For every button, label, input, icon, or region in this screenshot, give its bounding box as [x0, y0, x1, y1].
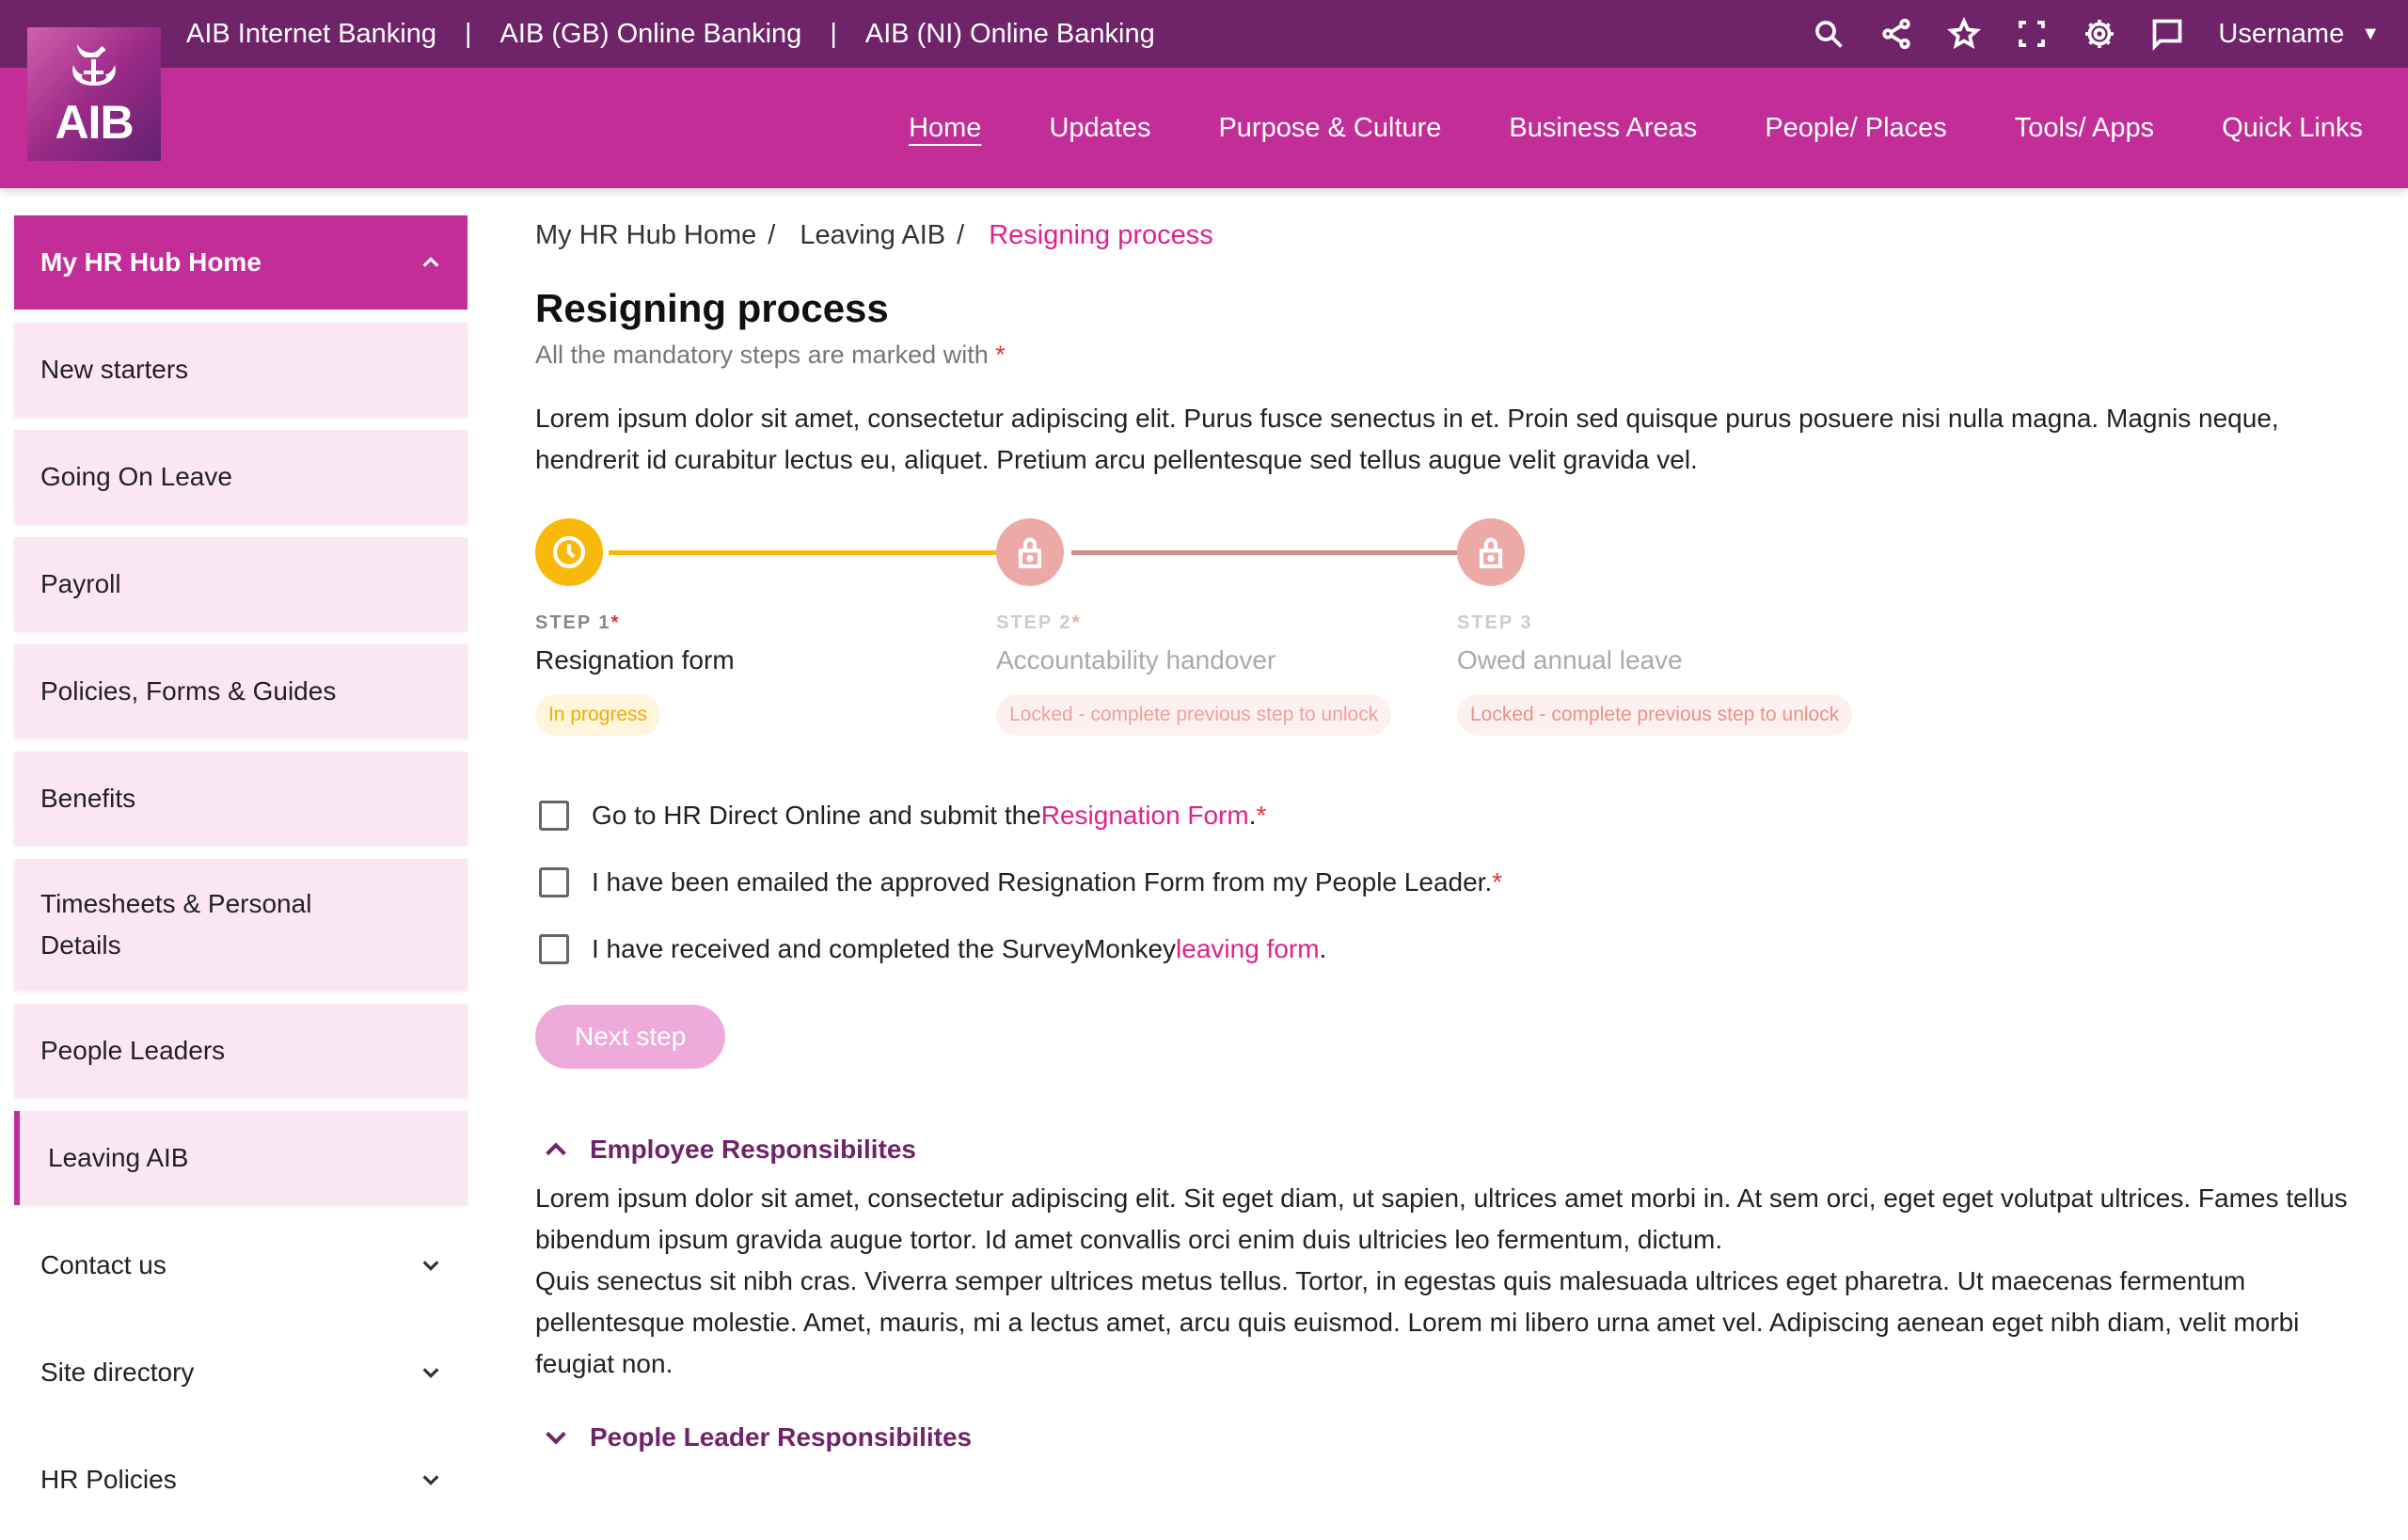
- checklist-item: [535, 915, 2360, 982]
- breadcrumb-sep: /: [957, 219, 965, 250]
- resignation-form-link[interactable]: Resignation Form: [1040, 800, 1249, 830]
- top-link-ni-banking[interactable]: AIB (NI) Online Banking: [864, 18, 1155, 49]
- step-title: Accountability handover: [996, 645, 1276, 675]
- top-link-internet-banking[interactable]: AIB Internet Banking: [186, 18, 436, 49]
- separator: |: [465, 18, 472, 49]
- lock-icon: [1457, 518, 1525, 586]
- sidebar-item-label: HR Policies: [40, 1465, 177, 1494]
- checkbox[interactable]: [539, 934, 569, 964]
- chevron-up-icon: [543, 1136, 569, 1163]
- search-icon[interactable]: [1812, 17, 1846, 51]
- caret-down-icon: ▼: [2361, 23, 2380, 44]
- step-1[interactable]: [535, 518, 996, 736]
- step-3: [1457, 518, 1918, 736]
- breadcrumb-home[interactable]: My HR Hub Home: [535, 219, 757, 250]
- sidebar: [14, 215, 467, 1540]
- chevron-down-icon: [543, 1424, 569, 1451]
- fullscreen-icon[interactable]: [2015, 17, 2049, 51]
- chevron-down-icon: [420, 1362, 441, 1383]
- sidebar-item-label: Payroll: [40, 569, 121, 598]
- checkbox[interactable]: [539, 867, 569, 897]
- stepper: [535, 518, 2360, 763]
- leaving-form-link[interactable]: leaving form: [1176, 933, 1320, 963]
- sidebar-item-benefits[interactable]: [14, 752, 467, 846]
- sidebar-item-label: Policies, Forms & Guides: [40, 676, 337, 706]
- status-badge: Locked - complete previous step to unlock: [1457, 694, 1852, 736]
- sidebar-item-people-leaders[interactable]: [14, 1004, 467, 1098]
- sidebar-item-timesheets[interactable]: [14, 859, 467, 991]
- step-title: Owed annual leave: [1457, 645, 1683, 675]
- user-menu[interactable]: [2218, 19, 2380, 50]
- check-text: .: [1248, 800, 1257, 830]
- accordion-title: People Leader Responsibilites: [590, 1422, 973, 1452]
- sidebar-item-new-starters[interactable]: [14, 323, 467, 417]
- breadcrumb-current: Resigning process: [989, 219, 1213, 250]
- sidebar-item-label: Benefits: [40, 784, 136, 813]
- sidebar-item-site-directory[interactable]: [14, 1326, 467, 1420]
- nav-people-places[interactable]: People/ Places: [1765, 112, 1947, 143]
- lock-icon: [996, 518, 1064, 586]
- breadcrumb-sep: /: [768, 219, 776, 250]
- main-nav: [909, 68, 2363, 188]
- checkbox[interactable]: [539, 801, 569, 831]
- sidebar-item-payroll[interactable]: [14, 537, 467, 631]
- clock-icon: [535, 518, 603, 586]
- breadcrumb-leaving[interactable]: Leaving AIB: [800, 219, 946, 250]
- share-icon[interactable]: [1879, 17, 1913, 51]
- ark-logo-icon: [66, 39, 122, 95]
- chevron-up-icon: [420, 252, 441, 273]
- sidebar-item-going-on-leave[interactable]: [14, 430, 467, 524]
- sidebar-item-contact-us[interactable]: [14, 1218, 467, 1312]
- check-text: I have been emailed the approved Resignation Form from my People Leader.: [592, 866, 1493, 897]
- required-marker: *: [1492, 866, 1503, 897]
- next-step-button[interactable]: Next step: [535, 1005, 725, 1069]
- page-subtitle: [535, 341, 2360, 370]
- step-title: Resignation form: [535, 645, 735, 675]
- check-text: I have received and completed the SurveyMonkey: [592, 933, 1177, 963]
- accordion-body: Quis senectus sit nibh cras. Viverra semper ultrices metus tellus. Tortor, in egestas quis malesuada ultrices eget pharetra. Ut maecenas fermentum pellentesque molestie. Amet, mauris, mi a lectus amet, arcu quis euismod. Lorem mi libero urna amet vel. Adipiscing aenean eget nibh diam, velit morbi feugiat non.: [535, 1266, 2300, 1378]
- intro-text: Lorem ipsum dolor sit amet, consectetur adipiscing elit. Purus fusce senectus in et. Proin sed quisque purus posuere nisi nulla magna. Magnis neque, hendrerit id curabitur lectus eu, aliquet. Pretium arcu pellentesque sed tellus augue velit gravida vel.: [535, 404, 2279, 474]
- sidebar-item-label: Timesheets & Personal Details: [40, 889, 312, 960]
- nav-home[interactable]: Home: [909, 112, 982, 143]
- checklist: [535, 782, 2360, 982]
- chevron-down-icon: [420, 1255, 441, 1276]
- aib-logo[interactable]: [27, 27, 161, 161]
- logo-text: AIB: [55, 96, 134, 149]
- required-marker: *: [1256, 800, 1267, 830]
- top-link-gb-banking[interactable]: AIB (GB) Online Banking: [499, 18, 802, 49]
- sidebar-item-hr-policies[interactable]: [14, 1433, 467, 1527]
- top-icons: [1812, 0, 2380, 68]
- sidebar-item-label: New starters: [40, 355, 189, 384]
- username: Username: [2218, 18, 2345, 49]
- top-links: [186, 0, 1155, 68]
- accordion-title: Employee Responsibilites: [590, 1135, 916, 1164]
- status-badge: In progress: [535, 694, 660, 736]
- step-label: STEP 1*: [535, 612, 621, 633]
- sidebar-item-label: Contact us: [40, 1250, 166, 1279]
- sidebar-item-label: People Leaders: [40, 1036, 226, 1065]
- nav-updates[interactable]: Updates: [1049, 112, 1151, 143]
- check-text: .: [1319, 933, 1327, 963]
- breadcrumb: [535, 214, 2360, 256]
- chevron-down-icon: [420, 1469, 441, 1490]
- checklist-item: [535, 782, 2360, 849]
- accordion-body: Lorem ipsum dolor sit amet, consectetur adipiscing elit. Sit eget diam, ut sapien, ultrices amet morbi in. At sem orci, eget eget volutpat ultrices. Fames tellus bibendum ipsum gravida augue tortor. Id amet convallis orci enim duis ultricies leo fermentum, dictum.: [535, 1183, 2348, 1254]
- nav-quick-links[interactable]: Quick Links: [2222, 112, 2363, 143]
- accordion-people-leader[interactable]: [535, 1422, 2360, 1453]
- sidebar-item-label: My HR Hub Home: [40, 247, 261, 277]
- accordion-employee[interactable]: [535, 1135, 2360, 1165]
- nav-purpose-culture[interactable]: Purpose & Culture: [1218, 112, 1442, 143]
- check-text: Go to HR Direct Online and submit the: [592, 800, 1041, 830]
- page-title: Resigning process: [535, 286, 889, 330]
- step-2: [996, 518, 1457, 736]
- nav-tools-apps[interactable]: Tools/ Apps: [2014, 112, 2155, 143]
- star-icon[interactable]: [1947, 17, 1981, 51]
- subtitle-text: All the mandatory steps are marked with: [535, 341, 989, 369]
- sidebar-item-label: Site directory: [40, 1357, 195, 1387]
- sidebar-home[interactable]: [14, 215, 467, 310]
- sidebar-item-policies[interactable]: [14, 644, 467, 738]
- gear-icon[interactable]: [2083, 17, 2116, 51]
- checklist-item: [535, 849, 2360, 915]
- required-marker: *: [995, 341, 1006, 369]
- separator: |: [830, 18, 837, 49]
- sidebar-item-label: Going On Leave: [40, 462, 232, 491]
- status-badge: Locked - complete previous step to unlock: [996, 694, 1391, 736]
- main-content: [535, 214, 2360, 1453]
- nav-business-areas[interactable]: Business Areas: [1509, 112, 1698, 143]
- chat-icon[interactable]: [2150, 17, 2184, 51]
- step-label: STEP 2*: [996, 612, 1082, 633]
- step-label: STEP 3: [1457, 612, 1533, 633]
- sidebar-item-label: Leaving AIB: [48, 1143, 189, 1172]
- sidebar-item-leaving-aib[interactable]: [14, 1111, 467, 1205]
